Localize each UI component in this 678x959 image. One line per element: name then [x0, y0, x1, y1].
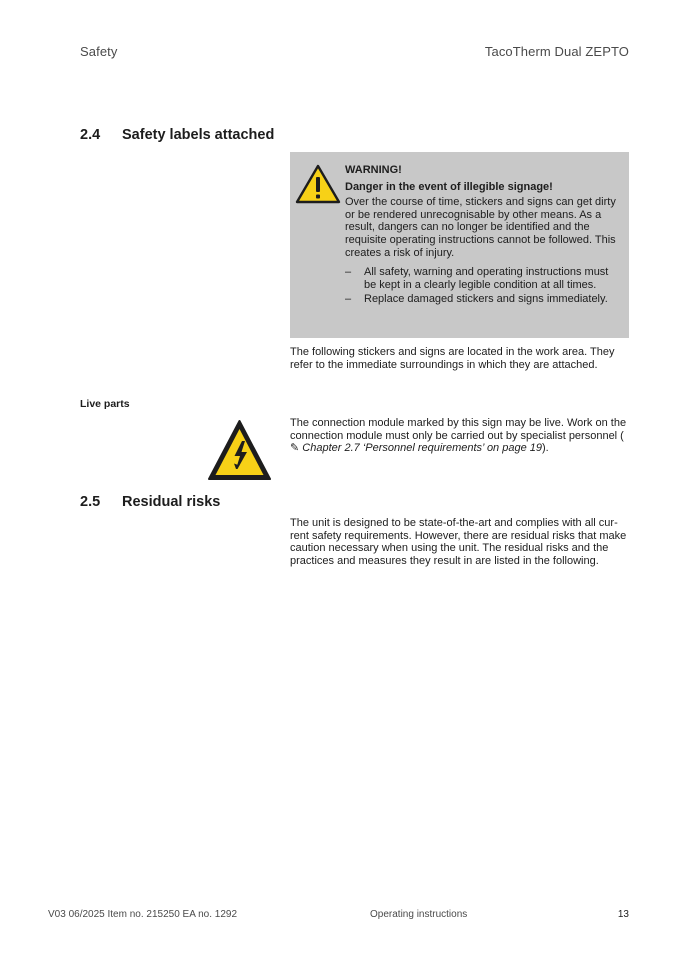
list-dash: –	[345, 266, 352, 279]
live-parts-text-end: ).	[542, 442, 549, 455]
warning-content	[345, 164, 617, 308]
warning-body: Over the course of time, stickers and signs can get dirty or be rendered unrecognisable by other means. As a result, dangers can no longer be identified and the requisite operating instructions cannot be followed. This creates a risk of injury.	[345, 196, 616, 259]
list-item-text: All safety, warning and operating instructions must be kept in a clearly legible condition at all times.	[364, 266, 609, 291]
section-number: 2.5	[80, 494, 101, 510]
section-heading-2-5	[80, 494, 340, 512]
warning-triangle-icon	[295, 164, 341, 204]
section-heading-2-4	[80, 127, 340, 145]
list-dash: –	[345, 293, 352, 306]
section-number: 2.4	[80, 127, 101, 143]
reference-arrow-icon: ✎	[290, 442, 300, 455]
warning-box	[290, 152, 629, 338]
header-section-name: Safety	[80, 44, 118, 59]
live-parts-label: Live parts	[80, 398, 130, 410]
page-number: 13	[617, 909, 629, 920]
live-parts-text: The connection module marked by this sign may be live. Work on the connection module must only be carried out by specialist personnel (	[290, 417, 627, 442]
header-product-name: TacoTherm Dual ZEPTO	[484, 44, 629, 59]
list-item	[345, 266, 617, 291]
list-item	[345, 293, 617, 306]
section-title: Safety labels attached	[122, 127, 275, 143]
section-title: Residual risks	[122, 494, 221, 510]
following-stickers-paragraph: The following stickers and signs are located in the work area. They refer to the immediate surroundings in which they are attached.	[290, 346, 615, 371]
residual-risks-paragraph: The unit is designed to be state-of-the-art and complies with all current safety requirements. However, there are residual risks that make caution necessary when using the unit. The residual risks and the practices and measures they result in are listed in the following.	[290, 517, 627, 567]
chapter-reference-link[interactable]: Chapter 2.7 ‘Personnel requirements’ on page 19	[302, 442, 542, 455]
footer-doc-title: Operating instructions	[370, 909, 468, 920]
footer-version-info: V03 06/2025 Item no. 215250 EA no. 1292	[48, 909, 238, 920]
warning-heading: WARNING!	[345, 164, 402, 176]
warning-danger-title: Danger in the event of illegible signage!	[345, 180, 553, 193]
live-parts-paragraph	[290, 417, 629, 455]
electrical-hazard-icon	[206, 418, 273, 482]
list-item-text: Replace damaged stickers and signs immediately.	[364, 293, 608, 306]
warning-measures-list	[345, 266, 617, 306]
